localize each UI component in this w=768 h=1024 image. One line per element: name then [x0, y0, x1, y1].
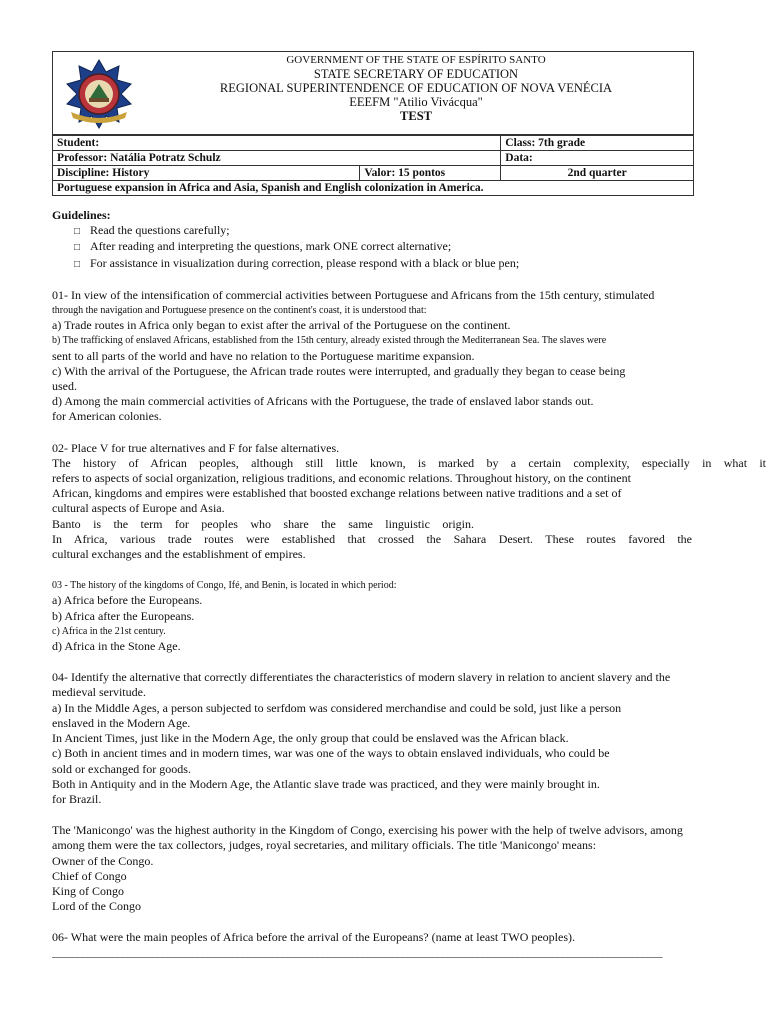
checkbox-icon: □	[74, 242, 81, 254]
guideline-text: For assistance in visualization during correction, please respond with a black or blue pen;	[90, 255, 520, 270]
question-1-stem-cont: through the navigation and Portuguese presence on the continent's coast, it is understood that:	[52, 305, 427, 317]
header-school: EEEFM "Atilio Vivácqua"	[349, 95, 483, 109]
guideline-text: After reading and interpreting the questions, mark ONE correct alternative;	[90, 239, 452, 254]
question-4-option-d-cont: for Brazil.	[52, 791, 102, 806]
question-2-statement-3[interactable]: In Africa, various trade routes were established that crossed the Sahara Desert. These routes favored the	[52, 531, 692, 546]
topic-field: Portuguese expansion in Africa and Asia, Spanish and English colonization in America.	[53, 181, 694, 196]
guideline-item	[52, 239, 768, 255]
header-superintendence: REGIONAL SUPERINTENDENCE OF EDUCATION OF NOVA VENÉCIA	[219, 81, 613, 95]
question-3-stem: 03 - The history of the kingdoms of Congo, Ifé, and Benin, is located in which period:	[52, 580, 397, 592]
checkbox-icon: □	[74, 226, 81, 238]
question-1-option-b-cont: sent to all parts of the world and have no relation to the Portuguese maritime expansion.	[52, 348, 475, 363]
question-4-stem-cont: medieval servitude.	[52, 685, 146, 700]
question-6-answer-line[interactable]: __________________________________________________________________________________________________________________________	[52, 946, 662, 959]
header-secretary: STATE SECRETARY OF EDUCATION	[313, 67, 519, 81]
question-2-statement-1-cont: refers to aspects of social organization, religious traditions, and economic relations. Throughout history, on the continent	[52, 471, 631, 486]
question-1-option-c-cont: used.	[52, 379, 77, 394]
guideline-text: Read the questions carefully;	[90, 223, 230, 238]
question-2-statement-1-cont: cultural aspects of Europe and Asia.	[52, 501, 225, 516]
question-3-option-b[interactable]: b) Africa after the Europeans.	[52, 608, 195, 623]
guideline-item	[52, 223, 768, 239]
question-1-option-d-cont: for American colonies.	[52, 409, 162, 424]
guidelines-title: Guidelines:	[52, 208, 111, 222]
student-info-table	[52, 135, 694, 196]
document-header	[52, 51, 694, 135]
question-2-statement-1[interactable]: The history of African peoples, although still little known, is marked by a certain complexity, especially in what it	[52, 455, 766, 470]
question-4-option-d[interactable]: Both in Antiquity and in the Modern Age, the Atlantic slave trade was practiced, and they were mainly brought in.	[52, 776, 600, 791]
question-1-stem: 01- In view of the intensification of commercial activities between Portuguese and Africans from the 15th century, stimulated	[52, 287, 655, 302]
question-4-stem: 04- Identify the alternative that correctly differentiates the characteristics of modern slavery in relation to ancient slavery and the	[52, 670, 671, 685]
question-2-statement-2[interactable]: Banto is the term for peoples who share the same linguistic origin.	[52, 516, 474, 531]
question-5-stem-cont: among them were the tax collectors, judges, royal secretaries, and military officials. The title 'Manicongo' means:	[52, 838, 597, 853]
question-2-statement-3-cont: cultural exchanges and the establishment of empires.	[52, 547, 306, 562]
question-5-stem: The 'Manicongo' was the highest authority in the Kingdom of Congo, exercising his power with the help of twelve advisors, among	[52, 823, 683, 838]
discipline-field: Discipline: History	[53, 166, 360, 181]
checkbox-icon: □	[74, 258, 81, 270]
question-4-option-c[interactable]: c) Both in ancient times and in modern times, war was one of the ways to obtain enslaved individuals, who could be	[52, 746, 610, 761]
date-field[interactable]: Data:	[501, 151, 694, 166]
question-1-option-a[interactable]: a) Trade routes in Africa only began to exist after the arrival of the Portuguese on the continent.	[52, 318, 511, 333]
question-5-option-b[interactable]: Chief of Congo	[52, 868, 127, 883]
quarter-field: 2nd quarter	[501, 166, 694, 181]
question-3-option-c[interactable]: c) Africa in the 21st century.	[52, 625, 166, 637]
student-field[interactable]: Student:	[53, 136, 501, 151]
question-4-option-a-cont: enslaved in the Modern Age.	[52, 715, 191, 730]
question-4-option-b[interactable]: In Ancient Times, just like in the Modern Age, the only group that could be enslaved was the African black.	[52, 731, 569, 746]
guideline-item	[52, 256, 768, 272]
question-4-option-c-cont: sold or exchanged for goods.	[52, 761, 191, 776]
question-3-option-a[interactable]: a) Africa before the Europeans.	[52, 593, 203, 608]
test-content	[52, 208, 768, 961]
header-government: GOVERNMENT OF THE STATE OF ESPÍRITO SANTO	[286, 54, 546, 66]
class-field: Class: 7th grade	[501, 136, 694, 151]
question-6-stem: 06- What were the main peoples of Africa before the arrival of the Europeans? (name at least TWO peoples).	[52, 930, 576, 945]
question-5-option-c[interactable]: King of Congo	[52, 883, 124, 898]
question-5-option-a[interactable]: Owner of the Congo.	[52, 853, 154, 868]
question-4-option-a[interactable]: a) In the Middle Ages, a person subjected to serfdom was considered merchandise and could be sold, just like a person	[52, 700, 622, 715]
header-text	[143, 53, 689, 123]
question-1-option-d[interactable]: d) Among the main commercial activities of Africans with the Portuguese, the trade of enslaved labor stands out.	[52, 394, 594, 409]
question-5-option-d[interactable]: Lord of the Congo	[52, 899, 141, 914]
question-3-option-d[interactable]: d) Africa in the Stone Age.	[52, 639, 181, 654]
question-2-statement-1-cont: African, kingdoms and empires were established that boosted exchange relations between native traditions and a set of	[52, 486, 622, 501]
state-seal-icon	[61, 56, 137, 132]
question-1-option-b[interactable]: b) The trafficking of enslaved Africans, established from the 15th century, already existed through the Mediterranean Sea. The slaves were	[52, 335, 607, 347]
question-1-option-c[interactable]: c) With the arrival of the Portuguese, the African trade routes were interrupted, and gradually they began to cease being	[52, 363, 626, 378]
value-field: Valor: 15 pontos	[360, 166, 501, 181]
question-2-stem: 02- Place V for true alternatives and F for false alternatives.	[52, 440, 340, 455]
professor-field: Professor: Natália Potratz Schulz	[53, 151, 501, 166]
header-test-title: TEST	[400, 109, 432, 123]
